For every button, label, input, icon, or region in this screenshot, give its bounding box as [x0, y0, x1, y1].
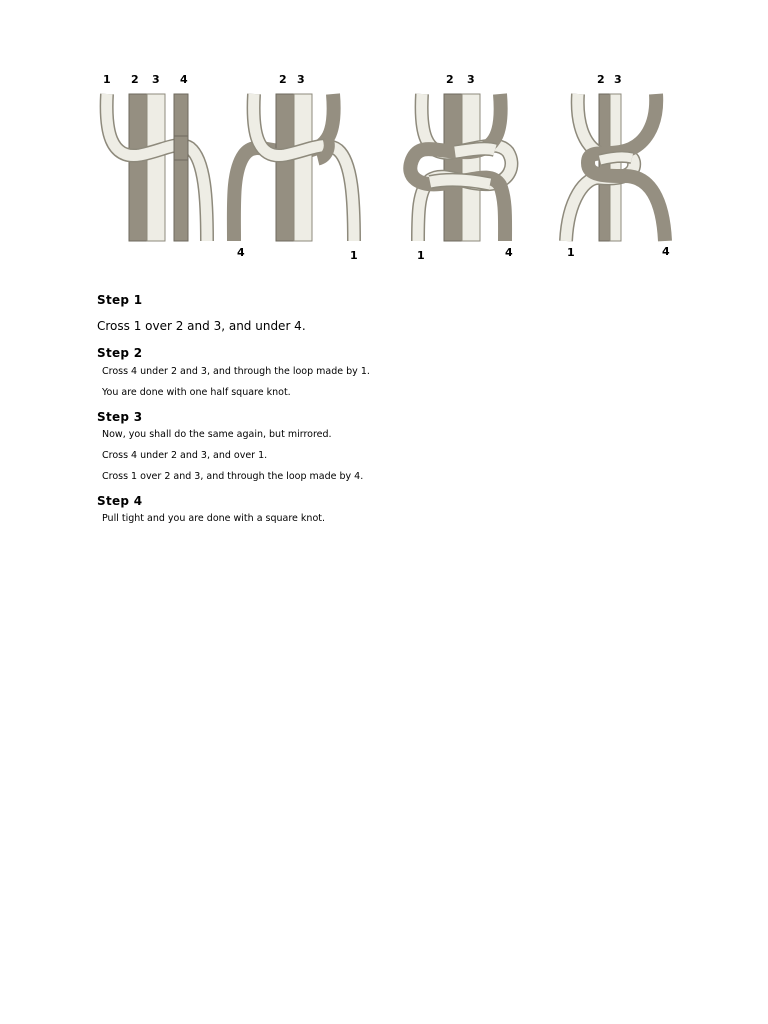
- cord-label-4: 4: [662, 245, 670, 258]
- cord-4-over: [174, 136, 188, 160]
- diagram-panel-step2: [234, 73, 358, 262]
- cord-label-1: 1: [567, 246, 575, 259]
- cord-label-4: 4: [505, 246, 513, 259]
- step-2-line-1: Cross 4 under 2 and 3, and through the loop made by 1.: [102, 366, 370, 377]
- step-1-line-1: Cross 1 over 2 and 3, and under 4.: [97, 319, 306, 333]
- step-3-heading: Step 3: [97, 410, 143, 424]
- cord-label-2: 2: [131, 73, 139, 86]
- cord-label-3: 3: [467, 73, 475, 86]
- step-2-line-2: You are done with one half square knot.: [102, 387, 291, 398]
- diagram-panel-step3: [410, 73, 513, 262]
- cord-label-1: 1: [417, 249, 425, 262]
- cord-label-4: 4: [237, 246, 245, 259]
- core-cord-2: [129, 94, 147, 241]
- cord-label-2: 2: [597, 73, 605, 86]
- step-3-line-3: Cross 1 over 2 and 3, and through the loop made by 4.: [102, 471, 364, 482]
- core-cord-3: [610, 94, 621, 241]
- cord-label-3: 3: [297, 73, 305, 86]
- cord-label-1: 1: [103, 73, 111, 86]
- cord-4: [174, 94, 188, 241]
- step-3-line-2: Cross 4 under 2 and 3, and over 1.: [102, 450, 268, 461]
- step-2-heading: Step 2: [97, 346, 143, 360]
- step-4-line-1: Pull tight and you are done with a square knot.: [102, 513, 325, 524]
- step-4-heading: Step 4: [97, 494, 143, 508]
- cord-label-1: 1: [350, 249, 358, 262]
- cord-label-2: 2: [446, 73, 454, 86]
- cord-label-3: 3: [152, 73, 160, 86]
- core-cord-3: [462, 94, 480, 241]
- core-cord-2: [599, 94, 610, 241]
- knot-diagram: [0, 0, 768, 280]
- cord-label-3: 3: [614, 73, 622, 86]
- step-1-heading: Step 1: [97, 293, 143, 307]
- core-cord-3: [294, 94, 312, 241]
- cord-label-4: 4: [180, 73, 188, 86]
- cord-label-2: 2: [279, 73, 287, 86]
- diagram-panel-step1: [103, 73, 207, 241]
- core-cord-2: [276, 94, 294, 241]
- instructions: [97, 293, 717, 524]
- step-3-line-1: Now, you shall do the same again, but mirrored.: [102, 429, 332, 440]
- core-cord-3: [147, 94, 165, 241]
- diagram-panel-step4: [566, 73, 670, 259]
- core-cord-2: [444, 94, 462, 241]
